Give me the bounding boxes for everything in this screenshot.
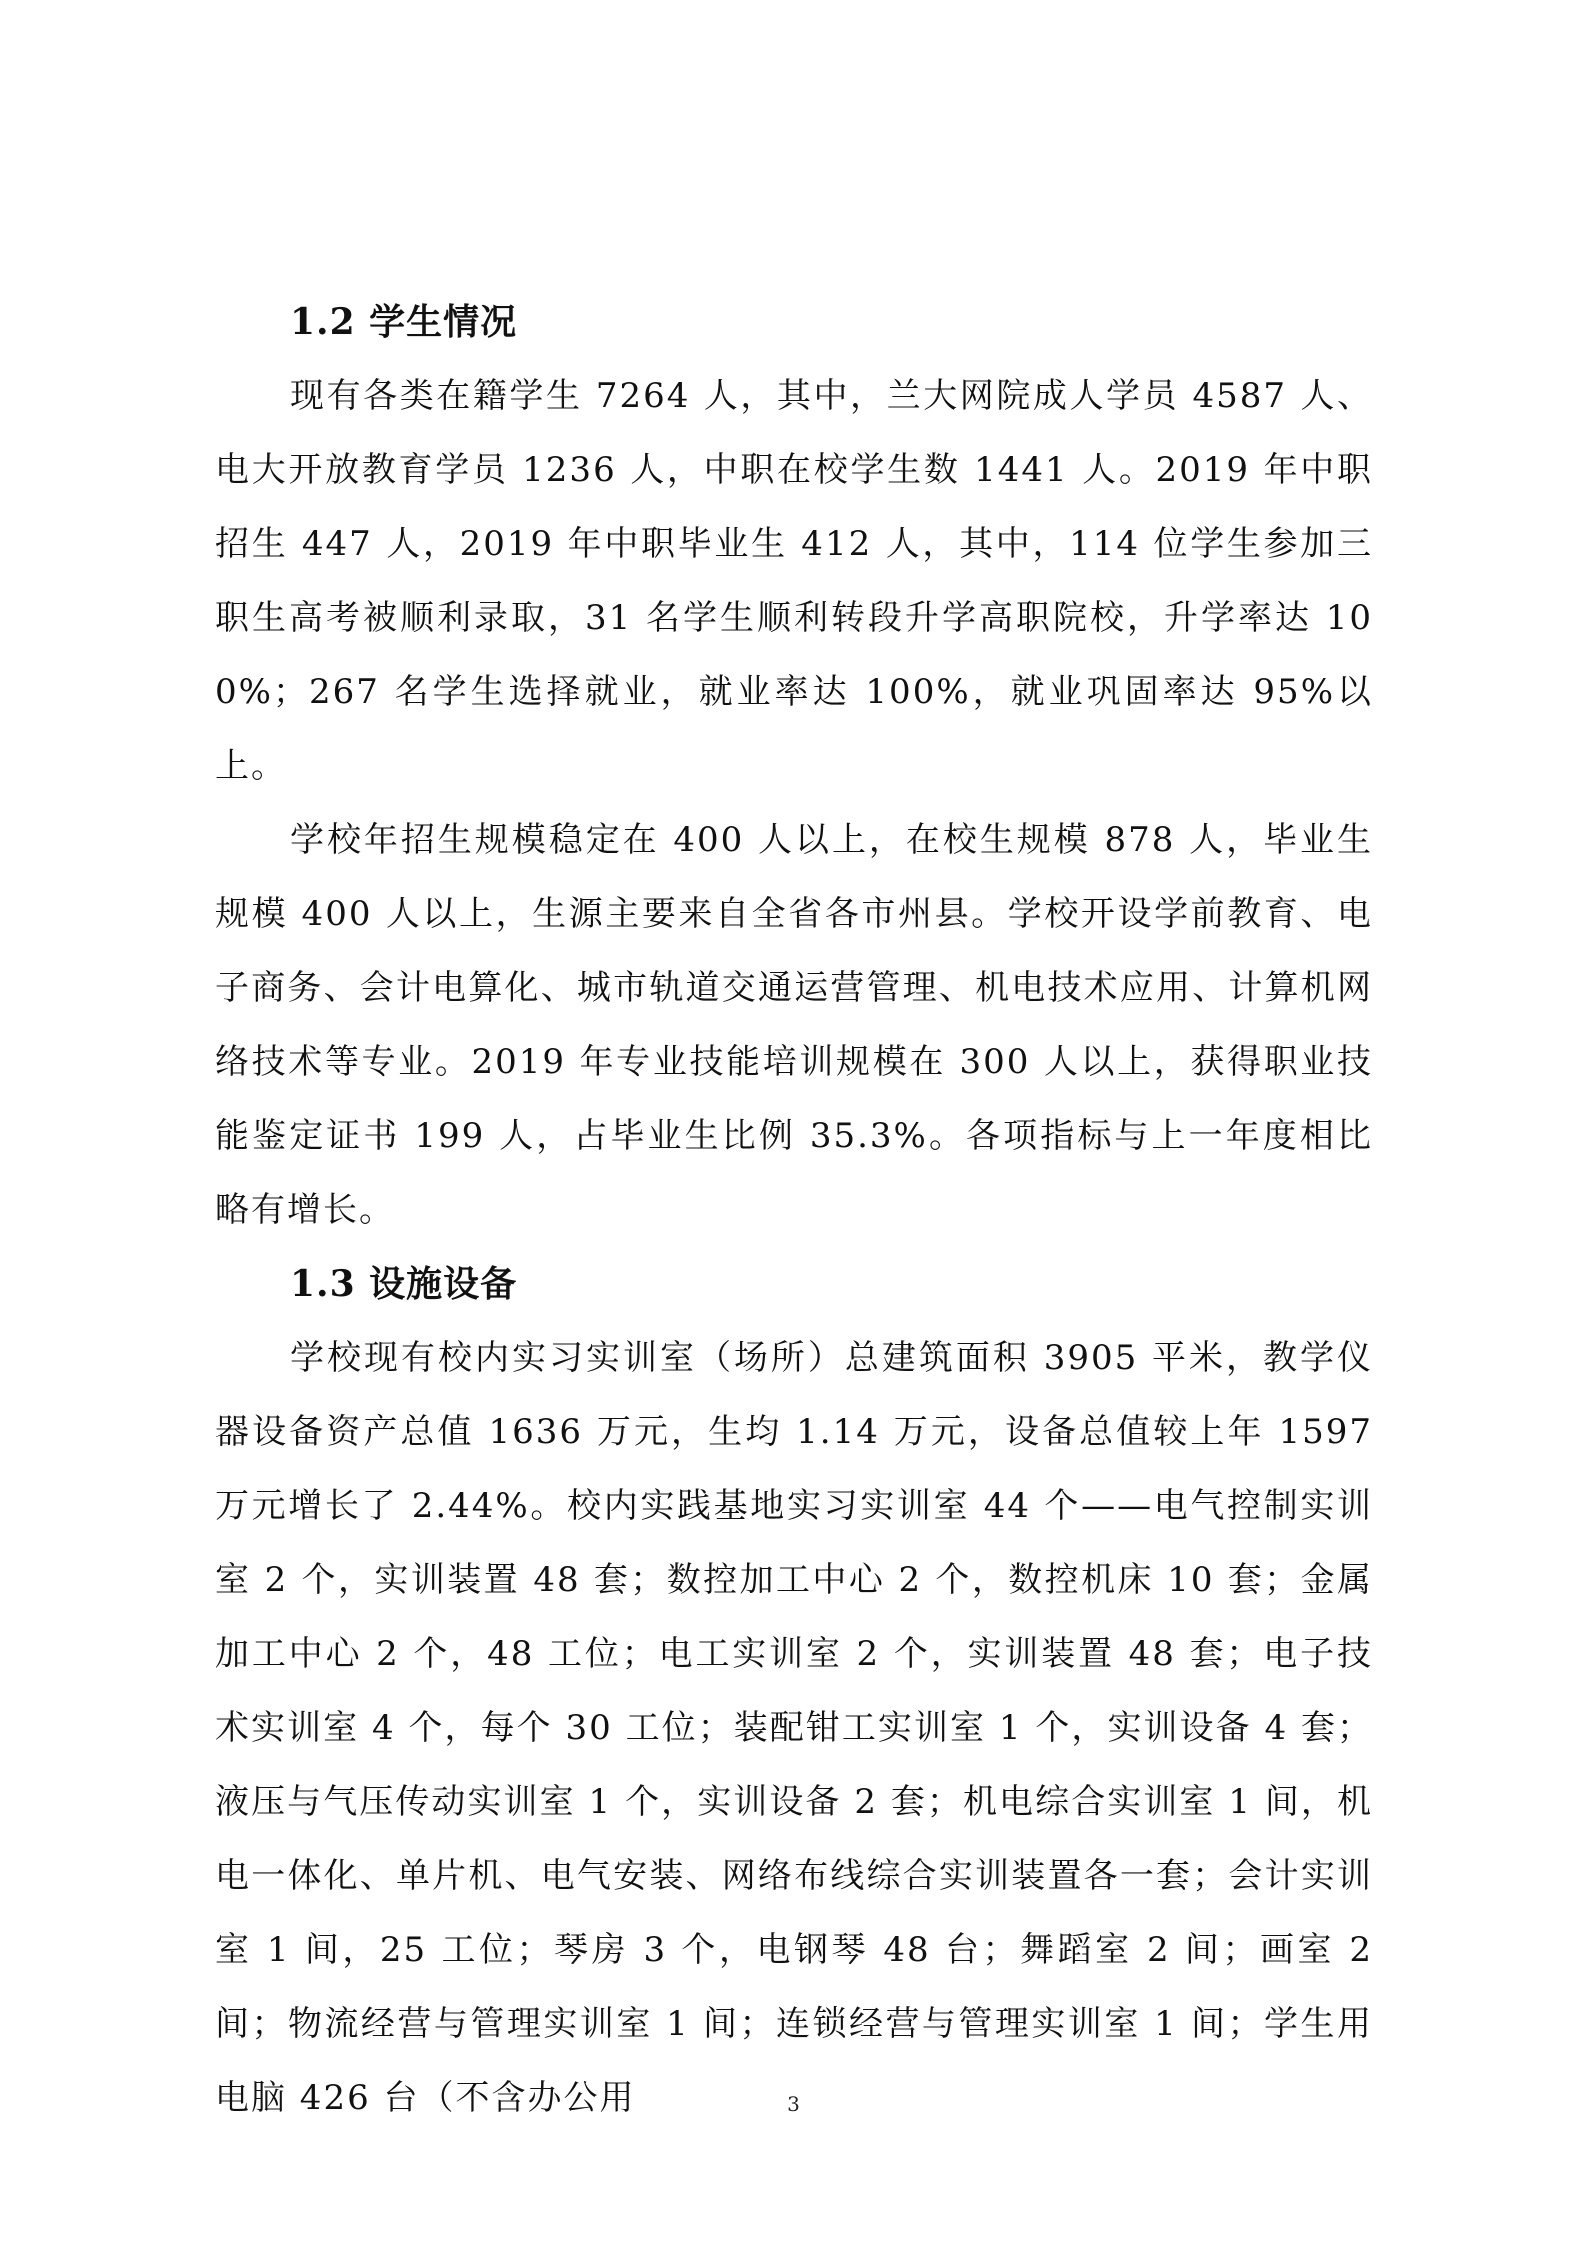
paragraph-student-counts: 现有各类在籍学生 7264 人，其中，兰大网院成人学员 4587 人、电大开放教育学员 1236 人，中职在校学生数 1441 人。2019 年中职招生 447 人，2019 年中职毕业生 412 人，其中，114 位学生参加三职生高考被顺利录取，31 名学生顺利转段升学高职院校，升学率达 100%；267 名学生选择就业，就业率达 100%，就业巩固率达 95%以上。 [215,376,1373,786]
paragraph-enrollment-scale: 学校年招生规模稳定在 400 人以上，在校生规模 878 人，毕业生规模 400 人以上，生源主要来自全省各市州县。学校开设学前教育、电子商务、会计电算化、城市轨道交通运营管理、机电技术应用、计算机网络技术等专业。2019 年专业技能培训规模在 300 人以上，获得职业技能鉴定证书 199 人，占毕业生比例 35.3%。各项指标与上一年度相比略有增长。 [215,820,1373,1230]
page-number: 3 [787,2092,800,2116]
document-body [215,285,1373,2135]
section-heading-students: 1.2 学生情况 [290,301,518,343]
section-heading-facilities: 1.3 设施设备 [290,1263,518,1305]
paragraph-facilities: 学校现有校内实习实训室（场所）总建筑面积 3905 平米，教学仪器设备资产总值 1636 万元，生均 1.14 万元，设备总值较上年 1597 万元增长了 2.44%。校内实践基地实习实训室 44 个——电气控制实训室 2 个，实训装置 48 套；数控加工中心 2 个，数控机床 10 套；金属加工中心 2 个，48 工位；电工实训室 2 个，实训装置 48 套；电子技术实训室 4 个，每个 30 工位；装配钳工实训室 1 个，实训设备 4 套；液压与气压传动实训室 1 个，实训设备 2 套；机电综合实训室 1 间，机电一体化、单片机、电气安装、网络布线综合实训装置各一套；会计实训室 1 间，25 工位；琴房 3 个，电钢琴 48 台；舞蹈室 2 间；画室 2 间；物流经营与管理实训室 1 间；连锁经营与管理实训室 1 间；学生用电脑 426 台（不含办公用 [215,1338,1373,2118]
